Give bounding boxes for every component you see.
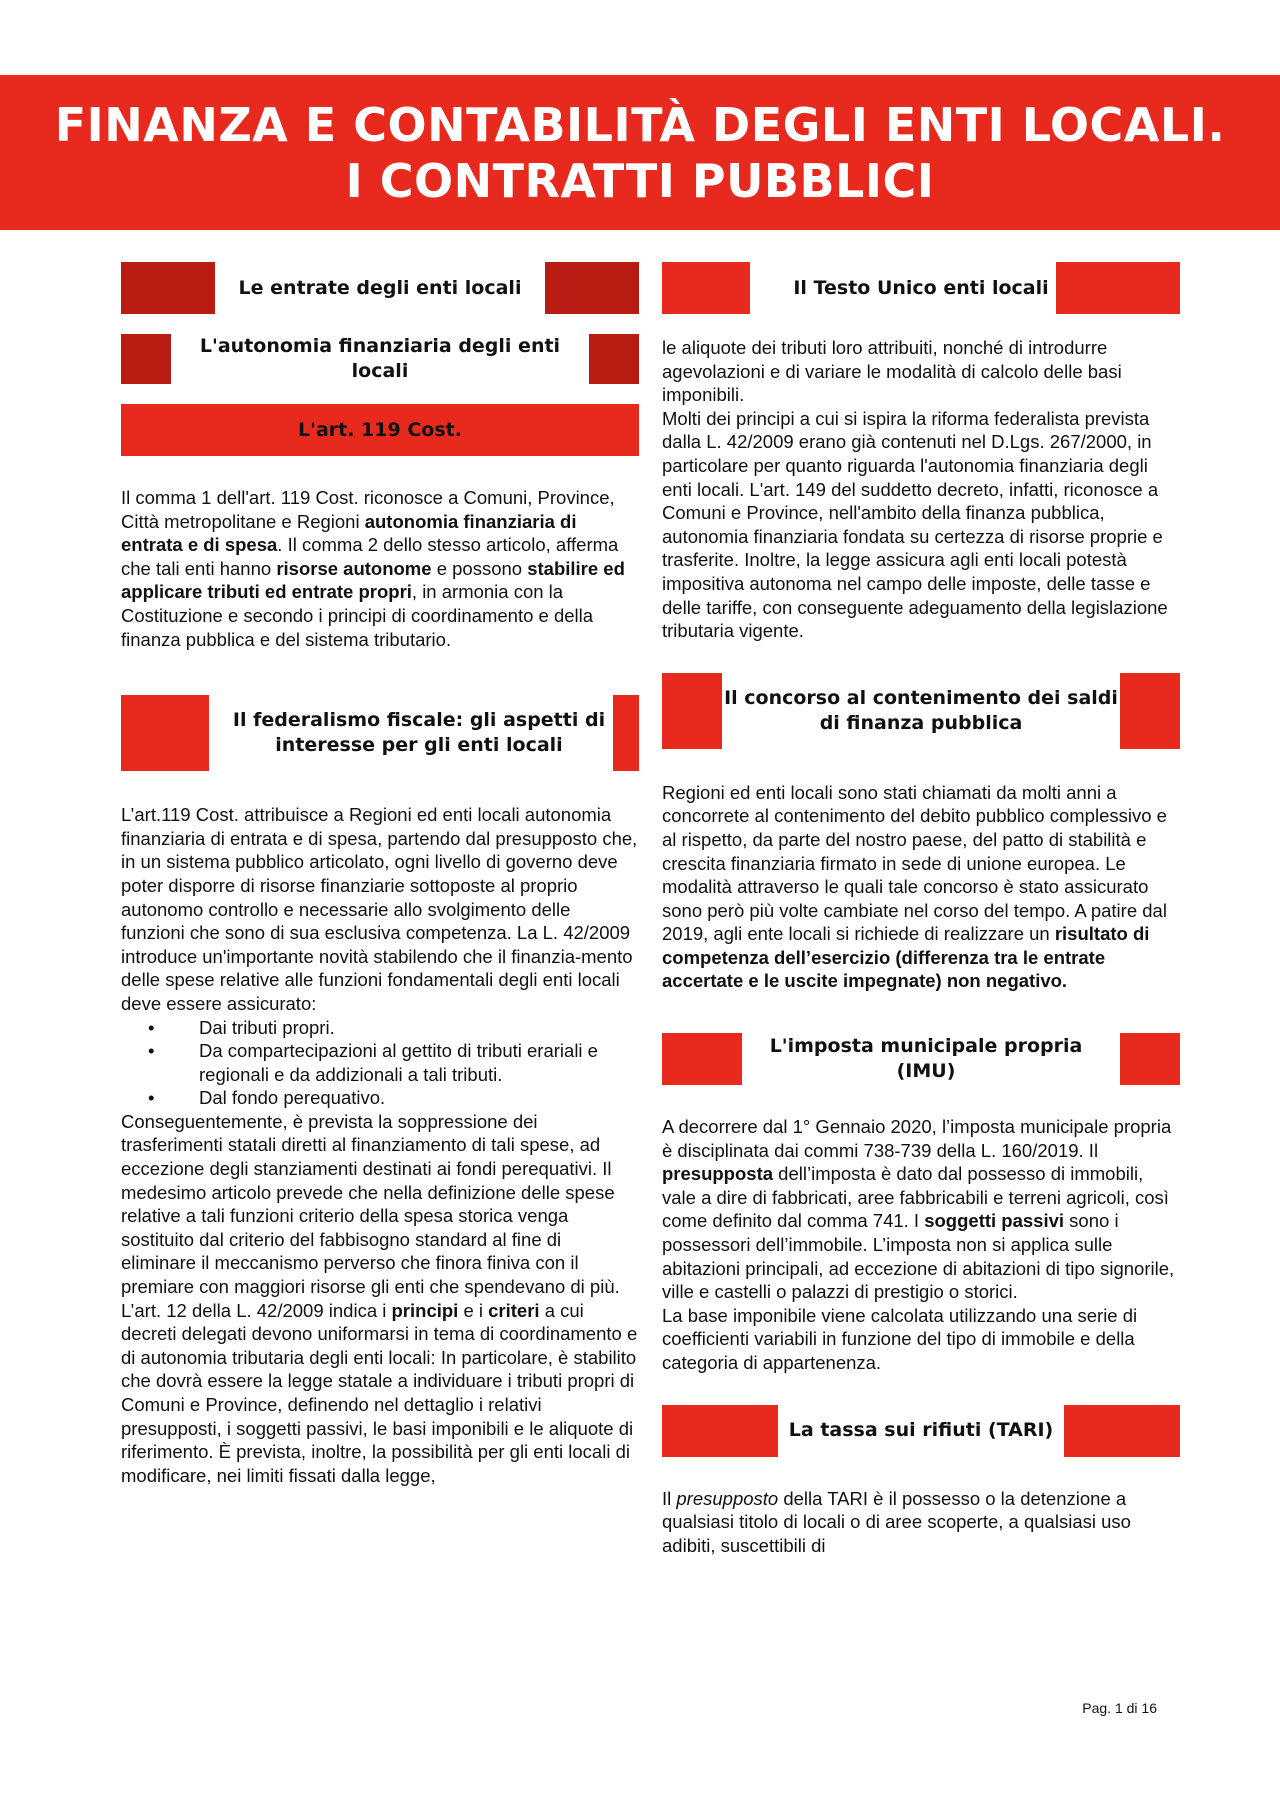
header-block-left [662, 1405, 778, 1457]
header-block-left [662, 262, 750, 314]
header-block-right [1056, 262, 1180, 314]
list-item: • Dal fondo perequativo. [121, 1086, 639, 1110]
section-header-tari [662, 1405, 1180, 1457]
header-block-right [1064, 1405, 1180, 1457]
paragraph-art119: Il comma 1 dell'art. 119 Cost. riconosce a Comuni, Province, Città metropolitane e Regioni autonomia finanziaria di entrata e di spesa. Il comma 2 dello stesso articolo, afferma che tali enti hanno risorse autonome e possono stabilire ed applicare tributi ed entrate propri, in armonia con la Costituzione e secondo i principi di coordinamento e della finanza pubblica e del sistema tributario. [121, 487, 625, 650]
section-header-autonomia [121, 334, 639, 384]
page-number: Pag. 1 di 16 [1082, 1700, 1157, 1716]
header-block-right [1120, 673, 1180, 749]
section-title: L'imposta municipale propria (IMU) [769, 1035, 1083, 1083]
title-line-2: I CONTRATTI PUBBLICI [345, 153, 935, 208]
section-header-federalismo [121, 695, 639, 771]
section-title: Il federalismo fiscale: gli aspetti di interesse per gli enti locali [232, 709, 606, 757]
section-title: Il concorso al contenimento dei saldi di finanza pubblica [724, 686, 1118, 734]
paragraph-concorso: Regioni ed enti locali sono stati chiamati da molti anni a concorrete al contenimento del debito pubblico complessivo e al rispetto, da parte del nostro paese, del patto di stabilità e crescita finanziaria firmato in sede di unione europea. Le modalità attraverso le quali tale concorso è stato assicurato sono però più volte cambiate nel corso del tempo. A patire dal 2019, agli ente locali si richiede di realizzare un risultato di competenza dell’esercizio (differenza tra le entrate accertate e le uscite impegnate) non negativo. [662, 781, 1167, 992]
list-item: • Da compartecipazioni al gettito di tributi erariali e regionali e da addizionali a tali tributi. [121, 1039, 639, 1086]
section-header-testo-unico [662, 262, 1180, 314]
header-block-right [589, 334, 639, 384]
section-title: L'autonomia finanziaria degli enti locali [199, 335, 561, 382]
header-block-right [545, 262, 639, 314]
section-title: L'art. 119 Cost. [298, 418, 462, 441]
paragraph-federalismo: L’art.119 Cost. attribuisce a Regioni ed enti locali autonomia finanziaria di entrata e di spesa, partendo dal presupposto che, in un sistema pubblico articolato, ogni livello di governo deve poter disporre di risorse finanziarie sottoposte al proprio autonomo controllo e necessarie allo svolgimento delle funzioni che sono di sua esclusiva competenza. La L. 42/2009 introduce un'importante novità stabilendo che il finanzia-mento delle spese relative alle funzioni fondamentali degli enti locali deve essere assicurato: [121, 804, 638, 1014]
list-item: • Dai tributi propri. [121, 1016, 639, 1040]
paragraph-testo-unico: le aliquote dei tributi loro attribuiti, nonché di introdurre agevolazioni e di variare le modalità di calcolo delle basi imponibili. Molti dei principi a cui si ispira la riforma federalista prevista dalla L. 42/2009 erano già contenuti nel D.Lgs. 267/2000, in particolare per quanto riguarda l'autonomia finanziaria degli enti locali. L'art. 149 del suddetto decreto, infatti, riconosce a Comuni e Province, nell'ambito della finanza pubblica, autonomia finanziaria fondata su certezza di risorse proprie e trasferite. Inoltre, la legge assicura agli enti locali potestà impositiva autonoma nel campo delle imposte, delle tasse e delle tariffe, con conseguente adeguamento della legislazione tributaria vigente. [662, 337, 1168, 642]
title-banner [0, 75, 1280, 230]
section-title: La tassa sui rifiuti (TARI) [788, 1419, 1054, 1442]
bullet-list [121, 1016, 639, 1110]
title-line-1: FINANZA E CONTABILITÀ DEGLI ENTI LOCALI. [54, 97, 1226, 152]
section-title: Il Testo Unico enti locali [793, 276, 1049, 299]
paragraph-federalismo-cont: Conseguentemente, è prevista la soppressione dei trasferimenti statali diretti al finanziamento di tali spese, ad eccezione degli stanziamenti destinati ai fondi perequativi. Il medesimo articolo prevede che nella definizione delle spese relative a tali funzioni criterio della spesa storica venga sostituito dal criterio del fabbisogno standard al fine di eliminare il meccanismo perverso che finora finiva con il premiare con maggiori risorse gli enti che spendevano di più. L’art. 12 della L. 42/2009 indica i principi e i criteri a cui decreti delegati devono uniformarsi in tema di coordinamento e di autonomia tributaria degli enti locali: In particolare, è stabilito che dovrà essere la legge statale a individuare i tributi propri di Comuni e Province, definendo nel dettaglio i relativi presupposti, i soggetti passivi, le basi imponibili e le aliquote di riferimento. È prevista, inoltre, la possibilità per gli enti locali di modificare, nei limiti fissati dalla legge, [121, 1110, 638, 1486]
paragraph-tari: Il presupposto della TARI è il possesso o la detenzione a qualsiasi titolo di locali o di aree scoperte, a qualsiasi uso adibiti, suscettibili di [662, 1487, 1131, 1556]
header-block-right [613, 695, 639, 771]
header-block-left [121, 334, 171, 384]
section-header-art119 [121, 404, 639, 456]
header-block-left [662, 673, 722, 749]
right-column [662, 262, 1180, 1557]
header-block-left [662, 1033, 742, 1085]
section-header-entrate [121, 262, 639, 314]
header-block-left [121, 262, 215, 314]
left-column [121, 262, 639, 1487]
section-title: Le entrate degli enti locali [238, 276, 522, 299]
header-block-left [121, 695, 209, 771]
paragraph-imu: A decorrere dal 1° Gennaio 2020, l’imposta municipale propria è disciplinata dai commi 738-739 della L. 160/2019. Il presupposta dell’imposta è dato dal possesso di immobili, vale a dire di fabbricati, aree fabbricabili e terreni agricoli, così come definito dal comma 741. I soggetti passivi sono i possessori dell’immobile. L’imposta non si applica sulle abitazioni principali, ad eccezione di abitazioni di tipo signorile, ville e castelli o palazzi di prestigio o storici. La base imponibile viene calcolata utilizzando una serie di coefficienti variabili in funzione del tipo di immobile e della categoria di appartenenza. [662, 1116, 1175, 1373]
section-header-concorso [662, 673, 1180, 749]
section-header-imu [662, 1033, 1180, 1085]
header-block-right [1120, 1033, 1180, 1085]
